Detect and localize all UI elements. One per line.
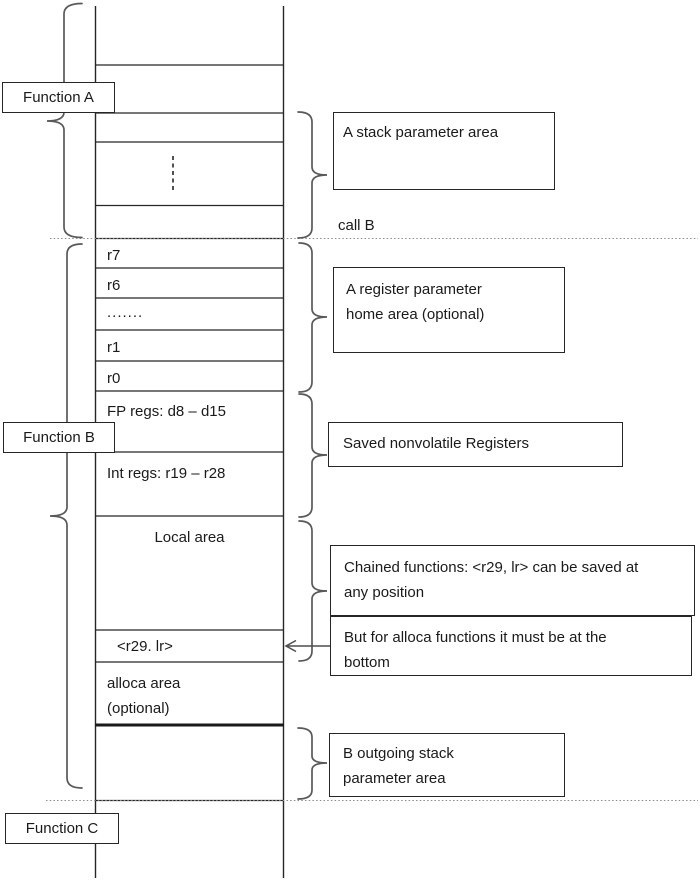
callout-register-home-area [333,267,565,353]
brace-b-outgoing-area [298,728,327,799]
brace-stack-param-area [298,112,327,238]
function-b-label: Function B [23,429,95,446]
cell-int-regs: Int regs: r19 – r28 [107,465,226,482]
callout-chained-line1: Chained functions: <r29, lr> can be saved at [344,559,639,576]
callout-stack-param-area [333,112,555,190]
callout-b-outgoing-line1: B outgoing stack [343,745,454,762]
callout-chained-line2: any position [344,584,425,601]
cell-fp-regs: FP regs: d8 – d15 [107,403,226,420]
call-b-label: call B [338,217,375,234]
cell-alloca-area [107,671,180,721]
callout-register-home-line2: home area (optional) [346,306,485,323]
callout-chained-functions [330,545,695,616]
callout-saved-registers-text: Saved nonvolatile Registers [343,435,529,452]
callout-b-outgoing-area [329,733,565,797]
cell-r0: r0 [107,370,121,387]
cell-dots: ....... [107,304,144,321]
arrow-to-r29-cell [286,641,330,652]
function-a-label: Function A [23,89,94,106]
callout-stack-param-area-text: A stack parameter area [343,124,499,141]
brace-local-area [299,521,327,661]
callout-alloca-note [330,616,692,676]
callout-b-outgoing-line2: parameter area [343,770,446,787]
cell-r6: r6 [107,277,121,294]
brace-function-b [50,244,82,788]
cell-r29-lr: <r29. lr> [117,638,173,655]
function-c-label: Function C [25,820,99,837]
cell-local-area: Local area [154,529,225,546]
callout-alloca-note-line2: bottom [344,654,390,671]
brace-register-home-area [299,243,327,392]
cell-alloca-area-line2: (optional) [107,700,170,717]
brace-function-a [47,4,82,238]
function-b-label-box [3,422,115,453]
callout-alloca-note-line1: But for alloca functions it must be at the [344,629,607,646]
callout-saved-registers [328,422,623,467]
cell-alloca-area-line1: alloca area [107,675,181,692]
function-c-label-box [5,813,119,844]
callout-register-home-line1: A register parameter [346,281,482,298]
function-a-label-box [2,82,115,113]
cell-r7: r7 [107,247,121,264]
cell-r1: r1 [107,339,121,356]
brace-saved-registers [299,394,327,517]
